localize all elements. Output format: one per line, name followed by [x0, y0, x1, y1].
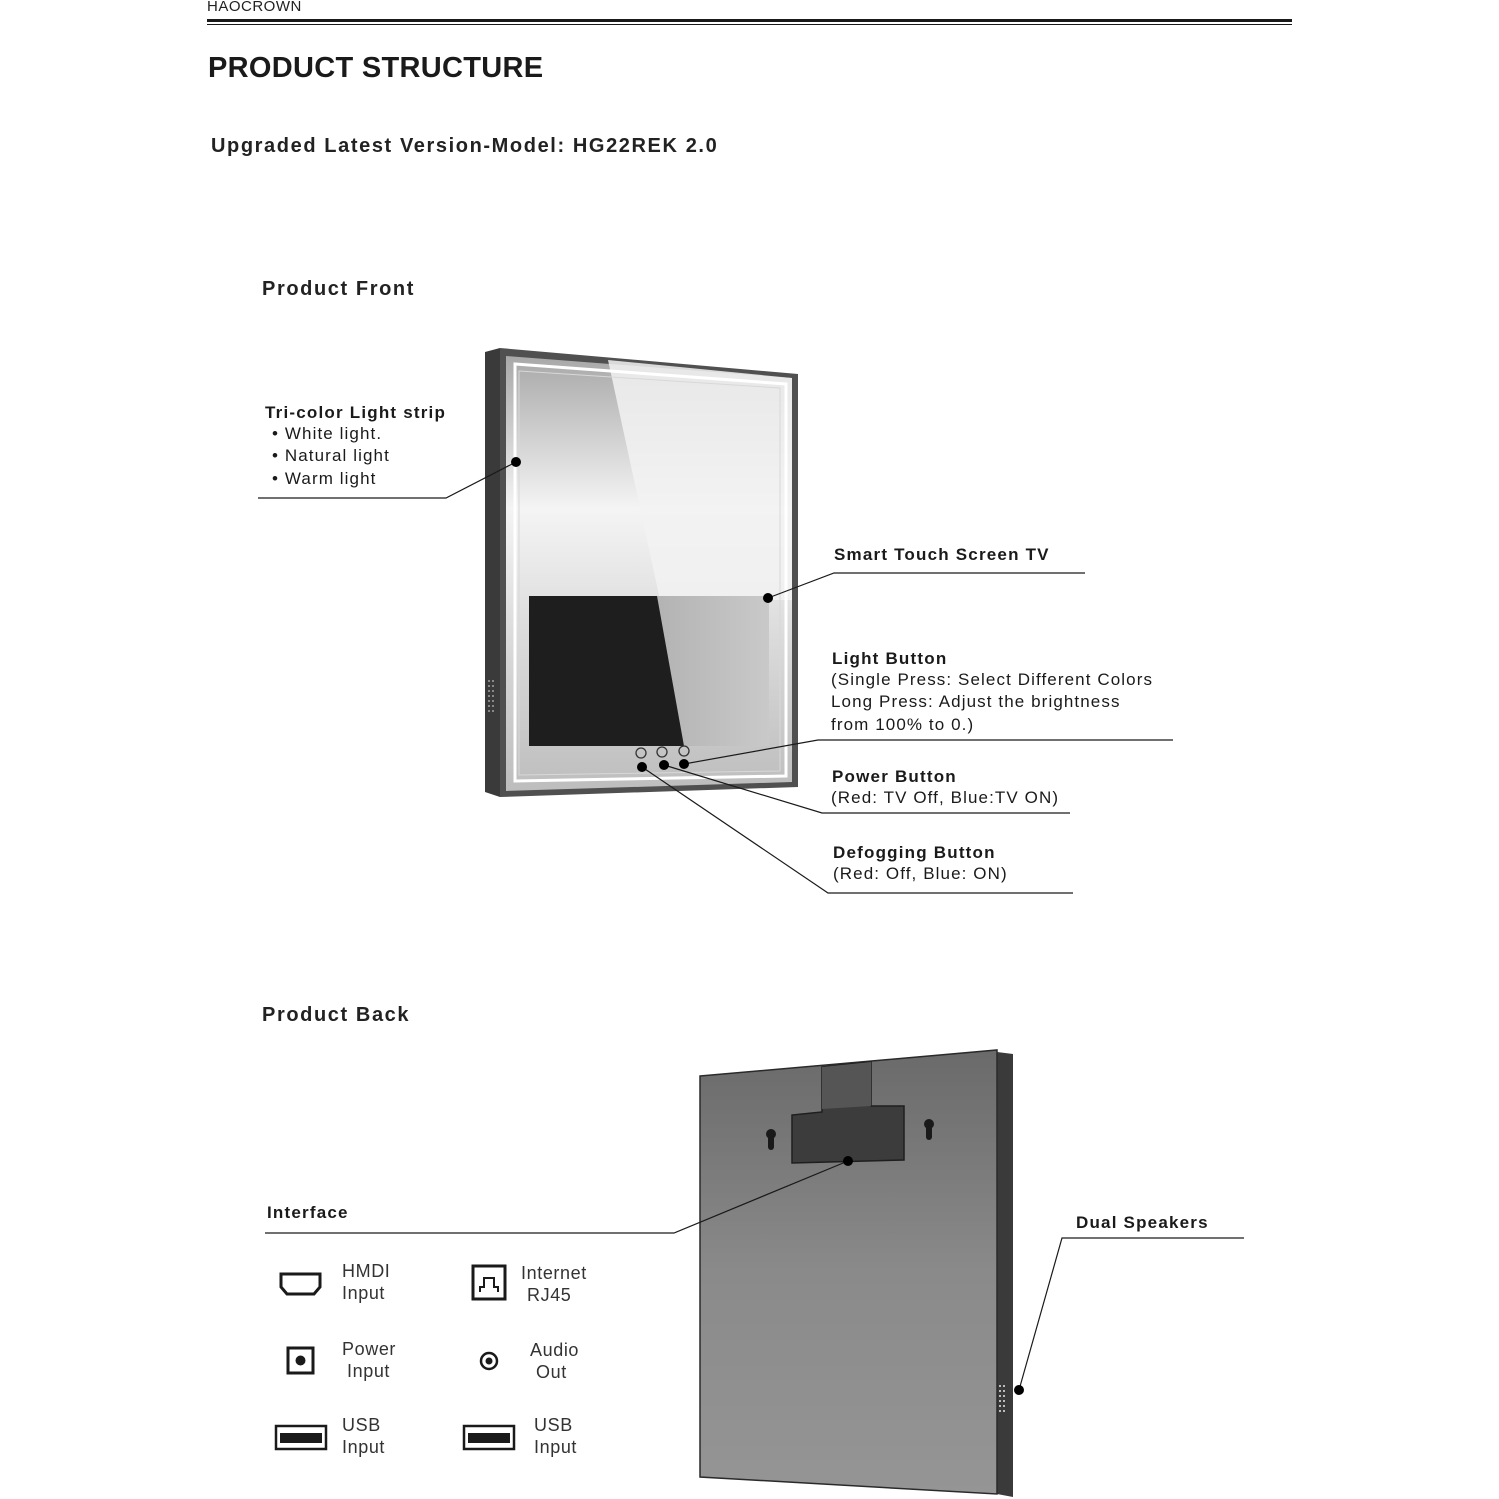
light-button-label: Light Button: [832, 649, 948, 668]
light-strip-item: • White light.: [272, 424, 383, 443]
hdmi-port-icon: [281, 1274, 320, 1294]
page-title: PRODUCT STRUCTURE: [208, 52, 544, 84]
tv-callout: [768, 573, 1085, 598]
power-port-label: Power Input: [342, 1339, 397, 1381]
light-button-desc: from 100% to 0.): [831, 715, 975, 734]
light-button-desc: (Single Press: Select Different Colors: [831, 670, 1154, 689]
usb-port-icon: [276, 1426, 326, 1449]
light-strip-item: • Natural light: [272, 446, 390, 465]
back-panel-side: [997, 1052, 1013, 1497]
usb-port-label-2: USB Input: [534, 1415, 578, 1457]
light-strip-label: Tri-color Light strip: [265, 403, 447, 422]
speakers-callout: [1019, 1238, 1244, 1390]
defog-button-label: Defogging Button: [833, 843, 996, 862]
tv-screen-dark: [529, 596, 684, 746]
usb-port-icon-2: [464, 1426, 514, 1449]
power-port-icon: [288, 1348, 313, 1373]
brand-name: HAOCROWN: [207, 0, 302, 15]
power-button-desc: (Red: TV Off, Blue:TV ON): [831, 788, 1060, 807]
usb-port-label: USB Input: [342, 1415, 386, 1457]
audio-port-icon: [481, 1353, 497, 1369]
light-button-desc: Long Press: Adjust the brightness: [831, 692, 1121, 711]
power-button-label: Power Button: [832, 767, 957, 786]
model-subtitle: Upgraded Latest Version-Model: HG22REK 2.0: [211, 135, 719, 157]
back-section-title: Product Back: [262, 1004, 411, 1026]
mirror-frame-side: [485, 348, 500, 797]
defog-button-desc: (Red: Off, Blue: ON): [833, 864, 1008, 883]
rj45-port-icon: [473, 1266, 505, 1299]
hdmi-port-label: HMDI Input: [342, 1261, 391, 1303]
rj45-port-label: Internet RJ45: [521, 1263, 587, 1305]
light-strip-item: • Warm light: [272, 469, 377, 488]
interface-label: Interface: [267, 1203, 349, 1222]
audio-port-label: Audio Out: [530, 1340, 580, 1382]
interface-recess: [822, 1062, 871, 1109]
smart-tv-label: Smart Touch Screen TV: [834, 545, 1050, 564]
front-section-title: Product Front: [262, 278, 416, 300]
dual-speakers-label: Dual Speakers: [1076, 1213, 1209, 1232]
